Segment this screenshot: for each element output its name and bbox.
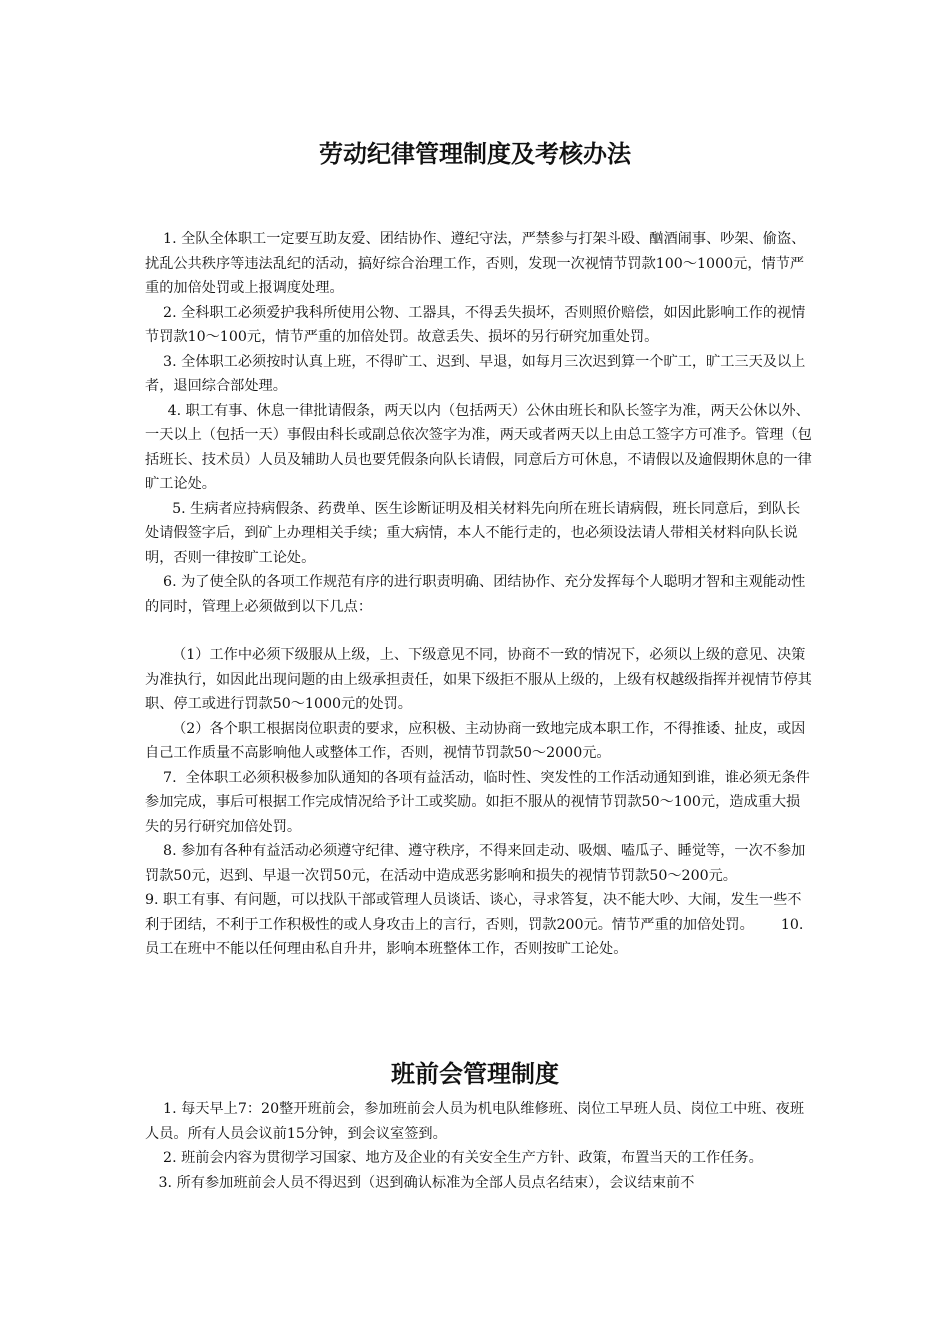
paragraph: 9. 职工有事、有问题，可以找队干部或管理人员谈话、谈心，寻求答复，决不能大吵、大闹，发生一些不利于团结，不利于工作积极性的或人身攻击上的言行，否则，罚款200元。情节严重的加倍处罚。 10.员工在班中不能以任何理由私自升井，影响本班整体工作，否则按旷工论处。 [145,892,804,957]
paragraph: 6. 为了使全队的各项工作规范有序的进行职责明确、团结协作、充分发挥每个人聪明才智和主观能动性的同时，管理上必须做到以下几点： [145,574,806,615]
document-title: 劳动纪律管理制度及考核办法 [319,140,631,168]
paragraph: 2. 全科职工必须爱护我科所使用公物、工器具，不得丢失损坏，否则照价赔偿，如因此影响工作的视情节罚款10～100元，情节严重的加倍处罚。故意丢失、损坏的另行研究加重处罚。 [145,304,806,345]
paragraph: 7. 全体职工必须积极参加队通知的各项有益活动，临时性、突发性的工作活动通知到谁，谁必须无条件参加完成，事后可根据工作完成情况给予计工或奖励。如拒不服从的视情节罚款50～100元，造成重大损失的另行研究加倍处罚。 [145,769,810,835]
section-body-1 [145,227,813,962]
section-body-2 [145,1097,813,1195]
section-title: 班前会管理制度 [391,1060,559,1088]
paragraph: 3. 所有参加班前会人员不得迟到（迟到确认标准为全部人员点名结束），会议结束前不 [145,1174,695,1191]
paragraph: 1. 每天早上7：20整开班前会，参加班前会人员为机电队维修班、岗位工早班人员、岗位工中班、夜班人员。所有人员会议前15分钟，到会议室签到。 [145,1101,805,1142]
paragraph: 2. 班前会内容为贯彻学习国家、地方及企业的有关安全生产方针、政策，布置当天的工作任务。 [145,1150,763,1166]
paragraph: （2）各个职工根据岗位职责的要求，应积极、主动协商一致地完成本职工作，不得推诿、扯皮，或因自己工作质量不高影响他人或整体工作，否则，视情节罚款50～2000元。 [145,720,806,761]
paragraph: 8. 参加有各种有益活动必须遵守纪律、遵守秩序，不得来回走动、吸烟、嗑瓜子、睡觉等，一次不参加罚款50元，迟到、早退一次罚50元，在活动中造成恶劣影响和损失的视情节罚款50～200元。 [145,843,806,884]
paragraph: （1）工作中必须下级服从上级，上、下级意见不同，协商不一致的情况下，必须以上级的意见、决策为准执行，如因此出现问题的由上级承担责任，如果下级拒不服从上级的，上级有权越级指挥并视情节停其职、停工或进行罚款50～1000元的处罚。 [145,647,812,712]
blank-line [145,619,813,643]
paragraph: 5. 生病者应持病假条、药费单、医生诊断证明及相关材料先向所在班长请病假，班长同意后，到队长处请假签字后，到矿上办理相关手续；重大病情，本人不能行走的，也必须设法请人带相关材料向队长说明，否则一律按旷工论处。 [145,500,801,566]
paragraph: 4. 职工有事、休息一律批请假条，两天以内（包括两天）公休由班长和队长签字为准，两天公休以外、一天以上（包括一天）事假由科长或副总依次签字为准，两天或者两天以上由总工签字方可准予。管理（包括班长、技术员）人员及辅助人员也要凭假条向队长请假，同意后方可休息，不请假以及逾假期休息的一律旷工论处。 [145,402,812,492]
paragraph: 3. 全体职工必须按时认真上班，不得旷工、迟到、早退，如每月三次迟到算一个旷工，旷工三天及以上者，退回综合部处理。 [145,353,806,394]
paragraph: 1. 全队全体职工一定要互助友爱、团结协作、遵纪守法，严禁参与打架斗殴、酗酒闹事、吵架、偷盗、扰乱公共秩序等违法乱纪的活动，搞好综合治理工作，否则，发现一次视情节罚款100～1000元，情节严重的加倍处罚或上报调度处理。 [145,231,806,296]
